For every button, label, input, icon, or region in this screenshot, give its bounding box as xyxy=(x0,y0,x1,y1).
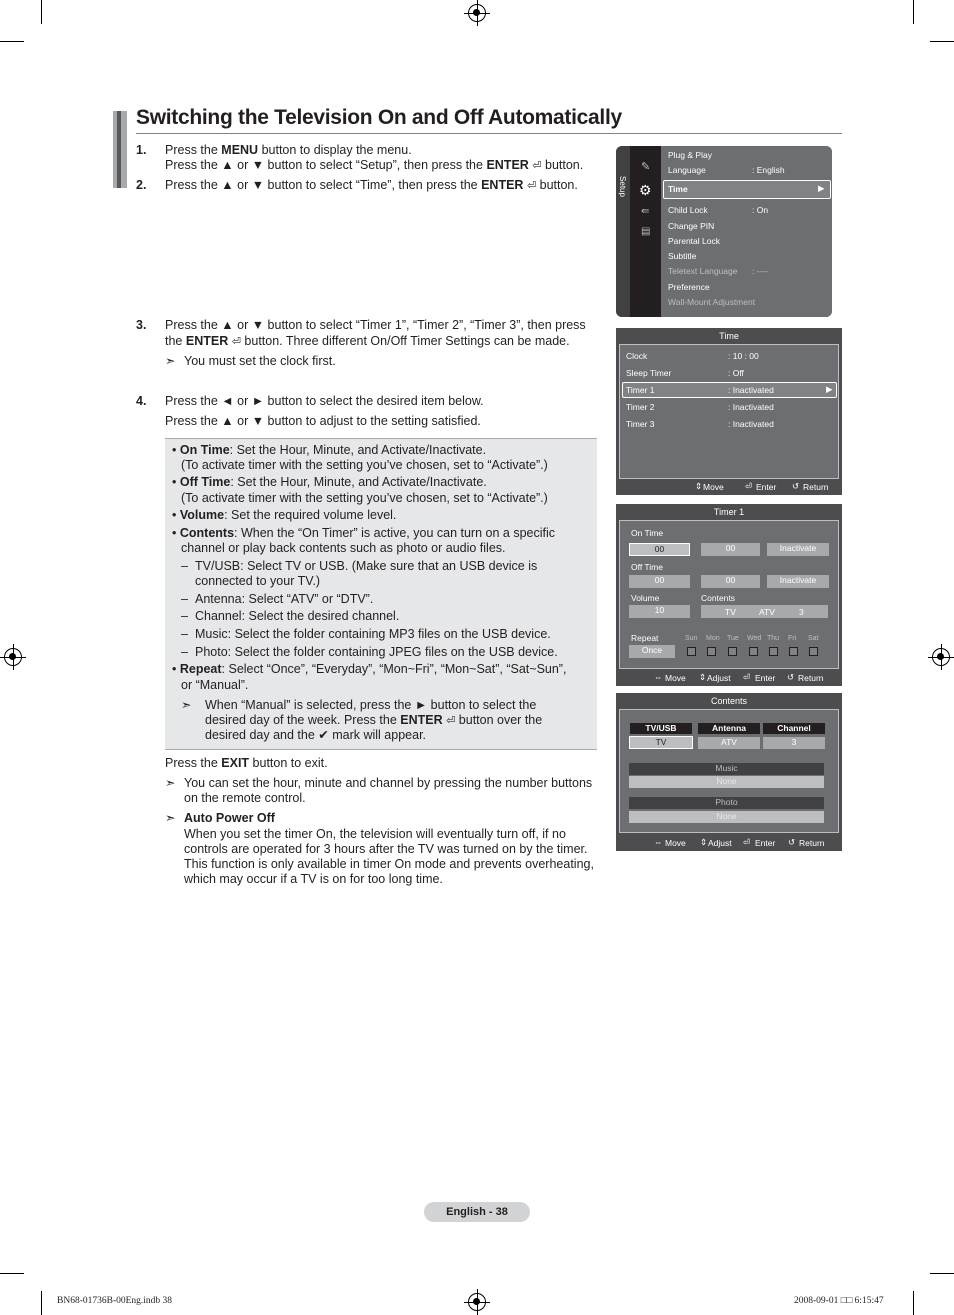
move-icon: ⇕ xyxy=(695,481,703,491)
registration-mark-icon xyxy=(4,648,22,666)
day-checkbox[interactable] xyxy=(809,647,818,656)
day-tue: Tue xyxy=(727,635,739,642)
bullet-volume: • Volume: Set the required volume level. xyxy=(172,508,397,522)
menu-item-time[interactable]: Time xyxy=(668,184,688,194)
bullet-off-time: • Off Time: Set the Hour, Minute, and Activate/Inactivate. xyxy=(172,475,487,489)
step-number: 2. xyxy=(136,178,147,192)
time-menu-title: Time xyxy=(719,331,739,341)
arrow-right-icon: ▶ xyxy=(818,183,825,193)
nav-adjust: Adjust xyxy=(707,673,731,683)
day-sat: Sat xyxy=(808,635,819,642)
time-menu-screen xyxy=(616,328,842,495)
day-checkbox[interactable] xyxy=(749,647,758,656)
move-icon: ⇔ xyxy=(654,672,663,682)
step-1-line-2: Press the ▲ or ▼ button to select “Setup”, then press the ENTER ⏎ button. xyxy=(165,158,584,172)
timer-menu-screen xyxy=(616,504,842,686)
dash-icon: – xyxy=(181,609,188,623)
date-slug: 2008-09-01 □□ 6:15:47 xyxy=(794,1296,884,1306)
nav-move: Move xyxy=(703,482,724,492)
day-checkbox[interactable] xyxy=(789,647,798,656)
teletext-value: : ---- xyxy=(752,266,769,276)
day-checkbox[interactable] xyxy=(728,647,737,656)
time-row-sleep-timer[interactable]: Sleep Timer xyxy=(626,368,672,378)
crop-mark xyxy=(913,1291,914,1315)
on-time-activate-field[interactable]: Inactivate xyxy=(767,543,829,556)
support-icon: ▤ xyxy=(641,226,651,237)
step-number: 3. xyxy=(136,318,147,332)
contents-antenna: Antenna: Select “ATV” or “DTV”. xyxy=(195,592,374,606)
setup-side-strip xyxy=(616,146,630,317)
contents-atv: ATV xyxy=(759,607,775,617)
enter-icon: ⏎ xyxy=(532,160,542,172)
enter-icon: ⏎ xyxy=(446,715,456,727)
time-row-timer-3[interactable]: Timer 3 xyxy=(626,419,655,429)
dash-icon: – xyxy=(181,559,188,573)
enter-icon: ⏎ xyxy=(526,180,537,192)
registration-mark-icon xyxy=(468,4,486,22)
auto-power-off-text: When you set the timer On, the television will eventually turn off, if no xyxy=(184,827,566,841)
contents-tvusb-2: connected to your TV.) xyxy=(195,574,321,588)
setup-menu-screen xyxy=(616,146,832,317)
nav-return: Return xyxy=(798,673,824,683)
day-mon: Mon xyxy=(706,635,720,642)
dash-icon: – xyxy=(181,627,188,641)
bullet-off-time-detail: (To activate timer with the setting you’ve chosen, set to “Activate”.) xyxy=(181,491,548,505)
contents-menu-title: Contents xyxy=(710,696,748,706)
move-icon: ⇔ xyxy=(654,837,663,847)
off-time-label: Off Time xyxy=(631,562,663,572)
child-lock-value: : On xyxy=(752,205,769,215)
volume-label: Volume xyxy=(631,593,660,603)
return-icon: ↺ xyxy=(792,481,800,491)
day-fri: Fri xyxy=(788,635,797,642)
off-time-minute-field[interactable]: 00 xyxy=(701,575,760,588)
antenna-field[interactable]: ATV xyxy=(698,737,760,749)
enter-icon: ⏎ xyxy=(231,336,241,348)
on-time-label: On Time xyxy=(631,528,664,538)
day-checkbox[interactable] xyxy=(687,647,696,656)
step-number: 4. xyxy=(136,394,147,408)
day-checkbox[interactable] xyxy=(769,647,778,656)
crop-mark xyxy=(41,1291,42,1315)
menu-item-parental-lock[interactable]: Parental Lock xyxy=(668,236,720,246)
menu-item-teletext-language: Teletext Language xyxy=(668,266,738,276)
menu-item-preference[interactable]: Preference xyxy=(668,282,710,292)
timer-2-value: : Inactivated xyxy=(728,402,774,412)
timer-3-value: : Inactivated xyxy=(728,419,774,429)
number-buttons-note: You can set the hour, minute and channel by pressing the number buttons xyxy=(184,776,593,790)
enter-icon: ⏎ xyxy=(743,837,751,847)
manual-note-3: desired day and the ✔ mark will appear. xyxy=(205,728,427,742)
menu-item-subtitle[interactable]: Subtitle xyxy=(668,251,697,261)
picture-icon: ✎ xyxy=(641,161,651,173)
note-arrow-icon: ➣ xyxy=(181,698,192,712)
gear-icon: ⚙ xyxy=(639,182,652,198)
antenna-header: Antenna xyxy=(698,723,760,734)
on-time-minute-field[interactable]: 00 xyxy=(701,543,760,556)
bullet-repeat: • Repeat: Select “Once”, “Everyday”, “Mon~Fri”, “Mon~Sat”, “Sat~Sun”, xyxy=(172,662,567,676)
music-label: Music xyxy=(629,763,824,775)
nav-return: Return xyxy=(803,482,829,492)
dash-icon: – xyxy=(181,645,188,659)
number-buttons-note-2: on the remote control. xyxy=(184,791,306,805)
contents-music: Music: Select the folder containing MP3 files on the USB device. xyxy=(195,627,551,641)
registration-mark-icon xyxy=(468,1293,486,1311)
step-number: 1. xyxy=(136,143,147,157)
adjust-icon: ⇕ xyxy=(700,837,708,847)
auto-power-off-text: which may occur if a TV is on for too long time. xyxy=(184,872,443,886)
tvusb-field[interactable]: TV xyxy=(629,736,693,749)
repeat-field[interactable]: Once xyxy=(629,645,675,658)
contents-channel: Channel: Select the desired channel. xyxy=(195,609,400,623)
manual-note-1: When “Manual” is selected, press the ► button to select the xyxy=(205,698,537,712)
tvusb-header: TV/USB xyxy=(630,723,692,734)
sleep-timer-value: : Off xyxy=(728,368,744,378)
time-row-timer-1[interactable]: Timer 1 xyxy=(626,385,655,395)
dash-icon: – xyxy=(181,592,188,606)
off-time-activate-field[interactable]: Inactivate xyxy=(767,575,829,588)
adjust-icon: ⇕ xyxy=(699,672,707,682)
setup-side-label: Setup xyxy=(617,176,627,197)
return-icon: ↺ xyxy=(787,672,795,682)
timer-1-value: : Inactivated xyxy=(728,385,774,395)
nav-move: Move xyxy=(665,673,686,683)
crop-mark xyxy=(41,0,42,24)
contents-label: Contents xyxy=(701,593,736,603)
file-slug: BN68-01736B-00Eng.indb 38 xyxy=(57,1296,173,1306)
contents-photo: Photo: Select the folder containing JPEG files on the USB device. xyxy=(195,645,558,659)
step-4-line-2: Press the ▲ or ▼ button to adjust to the setting satisfied. xyxy=(165,414,481,428)
timer-menu-title: Timer 1 xyxy=(713,507,745,517)
registration-mark-icon xyxy=(932,648,950,666)
crop-mark xyxy=(930,1273,954,1274)
bullet-on-time-detail: (To activate timer with the setting you’ve chosen, set to “Activate”.) xyxy=(181,458,548,472)
channel-header: Channel xyxy=(763,723,825,734)
nav-enter: Enter xyxy=(756,482,777,492)
contents-tvusb: TV/USB: Select TV or USB. (Make sure that an USB device is xyxy=(195,559,538,573)
note-arrow-icon: ➣ xyxy=(165,811,176,825)
note-arrow-icon: ➣ xyxy=(165,354,176,368)
contents-channel: 3 xyxy=(799,607,804,617)
nav-adjust: Adjust xyxy=(708,838,732,848)
clock-value: : 10 : 00 xyxy=(728,351,759,361)
return-icon: ↺ xyxy=(788,837,796,847)
bullet-contents: • Contents: When the “On Timer” is active, you can turn on a specific xyxy=(172,526,555,540)
photo-field[interactable]: None xyxy=(629,811,824,823)
channel-field[interactable]: 3 xyxy=(763,737,825,749)
title-accent-bar xyxy=(117,111,121,188)
nav-enter: Enter xyxy=(755,838,776,848)
nav-enter: Enter xyxy=(755,673,776,683)
step-2-line: Press the ▲ or ▼ button to select “Time”, then press the ENTER ⏎ button. xyxy=(165,178,578,192)
menu-item-change-pin[interactable]: Change PIN xyxy=(668,221,715,231)
menu-item-wall-mount: Wall-Mount Adjustment xyxy=(668,297,756,307)
bullet-contents-detail: channel or play back contents such as photo or audio files. xyxy=(181,541,506,555)
crop-mark xyxy=(0,1273,24,1274)
nav-move: Move xyxy=(665,838,686,848)
page-title: Switching the Television On and Off Automatically xyxy=(136,106,622,129)
nav-return: Return xyxy=(799,838,825,848)
photo-label: Photo xyxy=(629,797,824,809)
note-arrow-icon: ➣ xyxy=(165,776,176,790)
input-icon: ⇚ xyxy=(641,206,650,217)
title-rule xyxy=(136,133,842,134)
off-time-hour-field[interactable]: 00 xyxy=(629,575,690,588)
manual-note-2: desired day of the week. Press the ENTER ⏎ button over the xyxy=(205,713,543,727)
time-row-timer-2[interactable]: Timer 2 xyxy=(626,402,655,412)
language-value: : English xyxy=(752,165,785,175)
page-number: English - 38 xyxy=(424,1202,530,1222)
enter-icon: ⏎ xyxy=(743,672,751,682)
day-thu: Thu xyxy=(767,635,780,642)
menu-item-time-highlight[interactable] xyxy=(663,180,831,199)
auto-power-off-title: Auto Power Off xyxy=(184,811,275,825)
auto-power-off-text: controls are operated for 3 hours after the TV was turned on by the timer. xyxy=(184,842,588,856)
step-3-line-2: the ENTER ⏎ button. Three different On/Off Timer Settings can be made. xyxy=(165,334,570,348)
step-3-line-1: Press the ▲ or ▼ button to select “Timer 1”, “Timer 2”, “Timer 3”, then press xyxy=(165,318,586,332)
day-wed: Wed xyxy=(747,635,762,642)
step-1-line-1: Press the MENU button to display the menu. xyxy=(165,143,412,157)
bullet-repeat-detail: or “Manual”. xyxy=(181,678,249,692)
day-sun: Sun xyxy=(685,635,698,642)
on-time-hour-field[interactable]: 00 xyxy=(629,543,690,556)
exit-instruction: Press the EXIT button to exit. xyxy=(165,756,328,770)
step-4-line-1: Press the ◄ or ► button to select the desired item below. xyxy=(165,394,484,408)
contents-menu-screen xyxy=(616,693,842,851)
contents-tv: TV xyxy=(725,607,736,617)
auto-power-off-text: This function is only available in timer On mode and prevents overheating, xyxy=(184,857,594,871)
crop-mark xyxy=(930,41,954,42)
crop-mark xyxy=(0,41,24,42)
time-row-clock[interactable]: Clock xyxy=(626,351,648,361)
step-3-note: You must set the clock first. xyxy=(184,354,336,368)
bullet-on-time: • On Time: Set the Hour, Minute, and Activate/Inactivate. xyxy=(172,443,487,457)
menu-item-child-lock[interactable]: Child Lock xyxy=(668,205,708,215)
music-field[interactable]: None xyxy=(629,776,824,788)
crop-mark xyxy=(913,0,914,24)
menu-item-plug-play[interactable]: Plug & Play xyxy=(668,150,712,160)
enter-icon: ⏎ xyxy=(745,481,753,491)
volume-field[interactable]: 10 xyxy=(629,605,690,618)
day-checkbox[interactable] xyxy=(707,647,716,656)
menu-item-language[interactable]: Language xyxy=(668,165,706,175)
repeat-label: Repeat xyxy=(631,633,659,643)
arrow-right-icon: ▶ xyxy=(826,384,833,394)
